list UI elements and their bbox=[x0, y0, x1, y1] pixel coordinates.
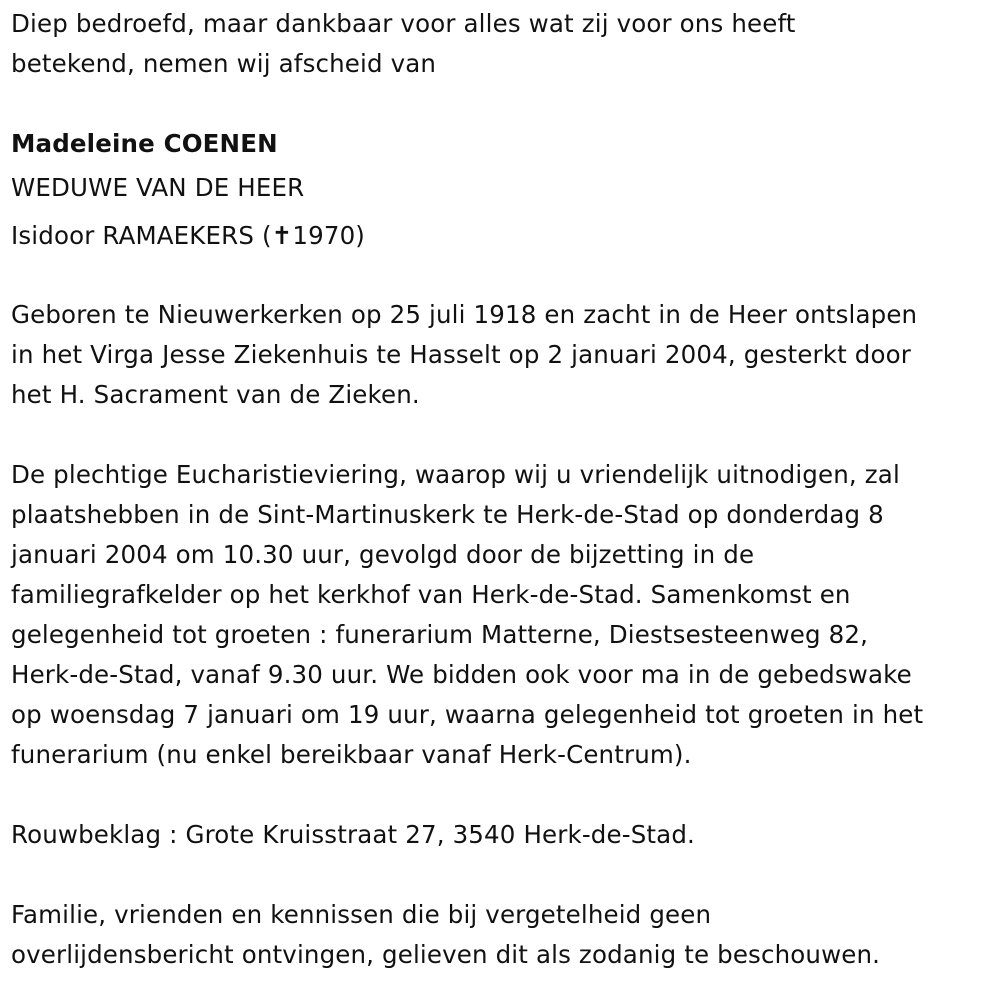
condolences-line: Rouwbeklag : Grote Kruisstraat 27, 3540 Herk-de-Stad. bbox=[11, 820, 695, 849]
ceremony-line: januari 2004 om 10.30 uur, gevolgd door de bijzetting in de bbox=[11, 540, 755, 569]
condolences-paragraph bbox=[11, 815, 996, 855]
birth-death-line: in het Virga Jesse Ziekenhuis te Hasselt op 2 januari 2004, gesterkt door bbox=[11, 340, 911, 369]
ceremony-line: plaatshebben in de Sint-Martinuskerk te Herk-de-Stad op donderdag 8 bbox=[11, 500, 884, 529]
ceremony-paragraph bbox=[11, 455, 996, 775]
obituary-text bbox=[11, 4, 996, 975]
ceremony-line: familiegrafkelder op het kerkhof van Herk-de-Stad. Samenkomst en bbox=[11, 580, 851, 609]
birth-death-line: het H. Sacrament van de Zieken. bbox=[11, 380, 420, 409]
ceremony-line: De plechtige Eucharistieviering, waarop wij u vriendelijk uitnodigen, zal bbox=[11, 460, 900, 489]
birth-death-line: Geboren te Nieuwerkerken op 25 juli 1918 en zacht in de Heer ontslapen bbox=[11, 300, 918, 329]
closing-line: overlijdensbericht ontvingen, gelieven dit als zodanig te beschouwen. bbox=[11, 940, 881, 969]
ceremony-line: Herk-de-Stad, vanaf 9.30 uur. We bidden ook voor ma in de gebedswake bbox=[11, 660, 912, 689]
closing-paragraph bbox=[11, 895, 996, 975]
birth-death-paragraph bbox=[11, 295, 996, 415]
intro-line: Diep bedroefd, maar dankbaar voor alles wat zij voor ons heeft bbox=[11, 9, 796, 38]
spouse-line: Isidoor RAMAEKERS (✝1970) bbox=[11, 221, 366, 250]
deceased-block bbox=[11, 124, 996, 260]
ceremony-line: op woensdag 7 januari om 19 uur, waarna gelegenheid tot groeten in het bbox=[11, 700, 924, 729]
relation-line: WEDUWE VAN DE HEER bbox=[11, 173, 305, 202]
deceased-name: Madeleine COENEN bbox=[11, 129, 278, 158]
closing-line: Familie, vrienden en kennissen die bij vergetelheid geen bbox=[11, 900, 712, 929]
ceremony-line: gelegenheid tot groeten : funerarium Matterne, Diestsesteenweg 82, bbox=[11, 620, 869, 649]
intro-line: betekend, nemen wij afscheid van bbox=[11, 49, 437, 78]
ceremony-line: funerarium (nu enkel bereikbaar vanaf Herk-Centrum). bbox=[11, 740, 692, 769]
intro-paragraph bbox=[11, 4, 996, 84]
